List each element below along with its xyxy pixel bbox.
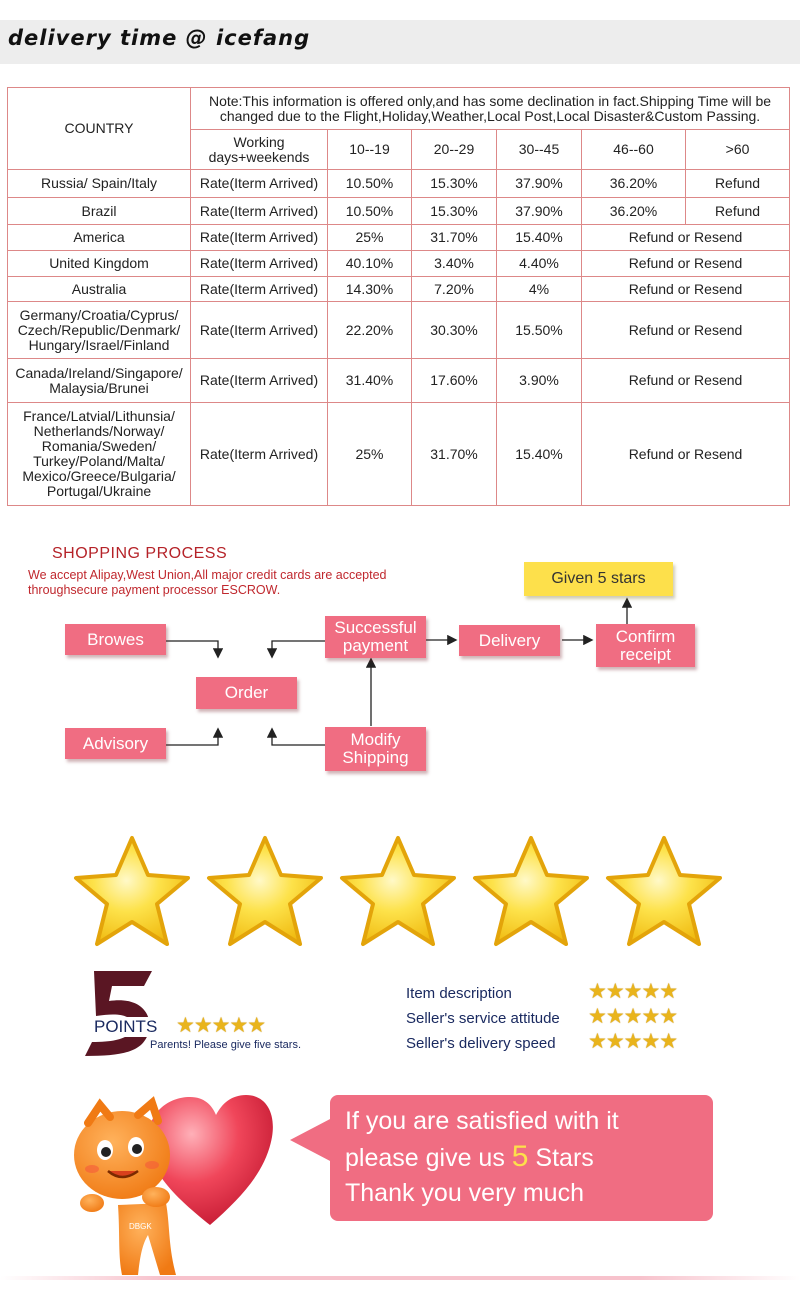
arrow-modify-order <box>272 730 325 745</box>
value-cell: Refund or Resend <box>582 251 790 277</box>
bubble-message <box>345 1104 619 1211</box>
rate-label-cell: Rate(Iterm Arrived) <box>191 170 328 198</box>
table-row <box>8 403 790 506</box>
points-label: POINTS <box>94 1017 158 1036</box>
mascot-badge: DBGK <box>129 1222 152 1231</box>
rating-item-label: Item description <box>406 985 512 1002</box>
country-cell: France/Latvial/Lithunsia/ Netherlands/Norway/ Romania/Sweden/ Turkey/Poland/Malta/ Mexico/Greece/Bulgaria/ Portugal/Ukraine <box>8 403 191 506</box>
shopping-process-title: SHOPPING PROCESS <box>52 545 228 562</box>
table-row <box>8 198 790 225</box>
order-step: Order <box>196 677 297 709</box>
table-row <box>8 277 790 302</box>
modify-shipping-step: Modify Shipping <box>325 727 426 771</box>
range-header: 10--19 <box>328 130 412 170</box>
value-cell: 10.50% <box>328 198 412 225</box>
big-star-icon <box>209 838 321 944</box>
rate-label-cell: Rate(Iterm Arrived) <box>191 359 328 403</box>
value-cell: 4% <box>497 277 582 302</box>
rating-item-stars: ★★★★★ <box>588 980 678 1003</box>
value-cell: 15.40% <box>497 225 582 251</box>
value-cell: 30.30% <box>412 302 497 359</box>
value-cell: 4.40% <box>497 251 582 277</box>
delivery-time-table <box>7 87 790 506</box>
value-cell: Refund or Resend <box>582 277 790 302</box>
rating-item-label: Seller's delivery speed <box>406 1035 556 1052</box>
speech-bubble-tail <box>290 1118 332 1162</box>
value-cell: 15.30% <box>412 170 497 198</box>
confirm-receipt-step: Confirm receipt <box>596 624 695 667</box>
value-cell: Refund <box>686 170 790 198</box>
country-header: COUNTRY <box>8 88 191 170</box>
value-cell: Refund or Resend <box>582 359 790 403</box>
country-cell: Australia <box>8 277 191 302</box>
value-cell: 31.40% <box>328 359 412 403</box>
rate-label-cell: Rate(Iterm Arrived) <box>191 277 328 302</box>
value-cell: 15.40% <box>497 403 582 506</box>
value-cell: Refund or Resend <box>582 403 790 506</box>
country-cell: Germany/Croatia/Cyprus/ Czech/Republic/Denmark/ Hungary/Israel/Finland <box>8 302 191 359</box>
points-caption: Parents! Please give five stars. <box>150 1039 302 1051</box>
value-cell: 10.50% <box>328 170 412 198</box>
table-note: Note:This information is offered only,and has some declination in fact.Shipping Time will be changed due to the Flight,Holiday,Weather,Local Post,Local Disaster&Custom Passing. <box>191 88 790 130</box>
value-cell: 14.30% <box>328 277 412 302</box>
country-cell: Russia/ Spain/Italy <box>8 170 191 198</box>
value-cell: 3.90% <box>497 359 582 403</box>
rating-item-label: Seller's service attitude <box>406 1010 560 1027</box>
country-cell: United Kingdom <box>8 251 191 277</box>
rate-label-cell: Rate(Iterm Arrived) <box>191 225 328 251</box>
arrow-browes-order <box>166 641 218 656</box>
rate-label-cell: Rate(Iterm Arrived) <box>191 198 328 225</box>
rating-item-stars: ★★★★★ <box>588 1030 678 1053</box>
bubble-five: 5 <box>511 1140 529 1173</box>
value-cell: 36.20% <box>582 170 686 198</box>
value-cell: 17.60% <box>412 359 497 403</box>
value-cell: 37.90% <box>497 198 582 225</box>
rate-label-cell: Rate(Iterm Arrived) <box>191 251 328 277</box>
value-cell: 25% <box>328 403 412 506</box>
range-header: 46--60 <box>582 130 686 170</box>
range-header: 20--29 <box>412 130 497 170</box>
range-header: 30--45 <box>497 130 582 170</box>
table-row <box>8 225 790 251</box>
advisory-step: Advisory <box>65 728 166 759</box>
range-header: >60 <box>686 130 790 170</box>
country-cell: Brazil <box>8 198 191 225</box>
bubble-line-3: Thank you very much <box>345 1179 584 1207</box>
rating-item-stars: ★★★★★ <box>588 1005 678 1028</box>
value-cell: 15.30% <box>412 198 497 225</box>
successful-payment-step: Successful payment <box>325 616 426 658</box>
value-cell: 3.40% <box>412 251 497 277</box>
value-cell: 22.20% <box>328 302 412 359</box>
value-cell: Refund <box>686 198 790 225</box>
working-days-header: Working days+weekends <box>191 130 328 170</box>
value-cell: 7.20% <box>412 277 497 302</box>
rate-label-cell: Rate(Iterm Arrived) <box>191 403 328 506</box>
value-cell: 15.50% <box>497 302 582 359</box>
value-cell: Refund or Resend <box>582 225 790 251</box>
value-cell: Refund or Resend <box>582 302 790 359</box>
table-row <box>8 170 790 198</box>
value-cell: 40.10% <box>328 251 412 277</box>
value-cell: 25% <box>328 225 412 251</box>
rate-label-cell: Rate(Iterm Arrived) <box>191 302 328 359</box>
big-star-icon <box>608 838 720 944</box>
five-big-stars <box>60 830 740 955</box>
value-cell: 36.20% <box>582 198 686 225</box>
delivery-step: Delivery <box>459 625 560 656</box>
arrow-advisory-order <box>166 730 218 745</box>
bubble-line-1: If you are satisfied with it <box>345 1107 619 1135</box>
value-cell: 31.70% <box>412 225 497 251</box>
value-cell: 37.90% <box>497 170 582 198</box>
header-title: delivery time @ icefang <box>8 26 311 50</box>
payment-note: We accept Alipay,West Union,All major credit cards are accepted throughsecure payment processor ESCROW. <box>28 568 387 597</box>
bubble-line-2: please give us 5 Stars <box>345 1140 594 1173</box>
mascot-heart-illustration <box>60 1085 280 1285</box>
country-cell: America <box>8 225 191 251</box>
big-star-icon <box>475 838 587 944</box>
value-cell: 31.70% <box>412 403 497 506</box>
arrow-payment-order <box>272 641 325 656</box>
big-star-icon <box>342 838 454 944</box>
big-star-icon <box>76 838 188 944</box>
table-row <box>8 302 790 359</box>
points-stars: ★★★★★ <box>176 1014 266 1037</box>
footer-divider <box>0 1276 800 1280</box>
table-row <box>8 359 790 403</box>
country-cell: Canada/Ireland/Singapore/ Malaysia/Brunei <box>8 359 191 403</box>
given-5-stars-step: Given 5 stars <box>524 562 673 596</box>
table-row <box>8 251 790 277</box>
browes-step: Browes <box>65 624 166 655</box>
